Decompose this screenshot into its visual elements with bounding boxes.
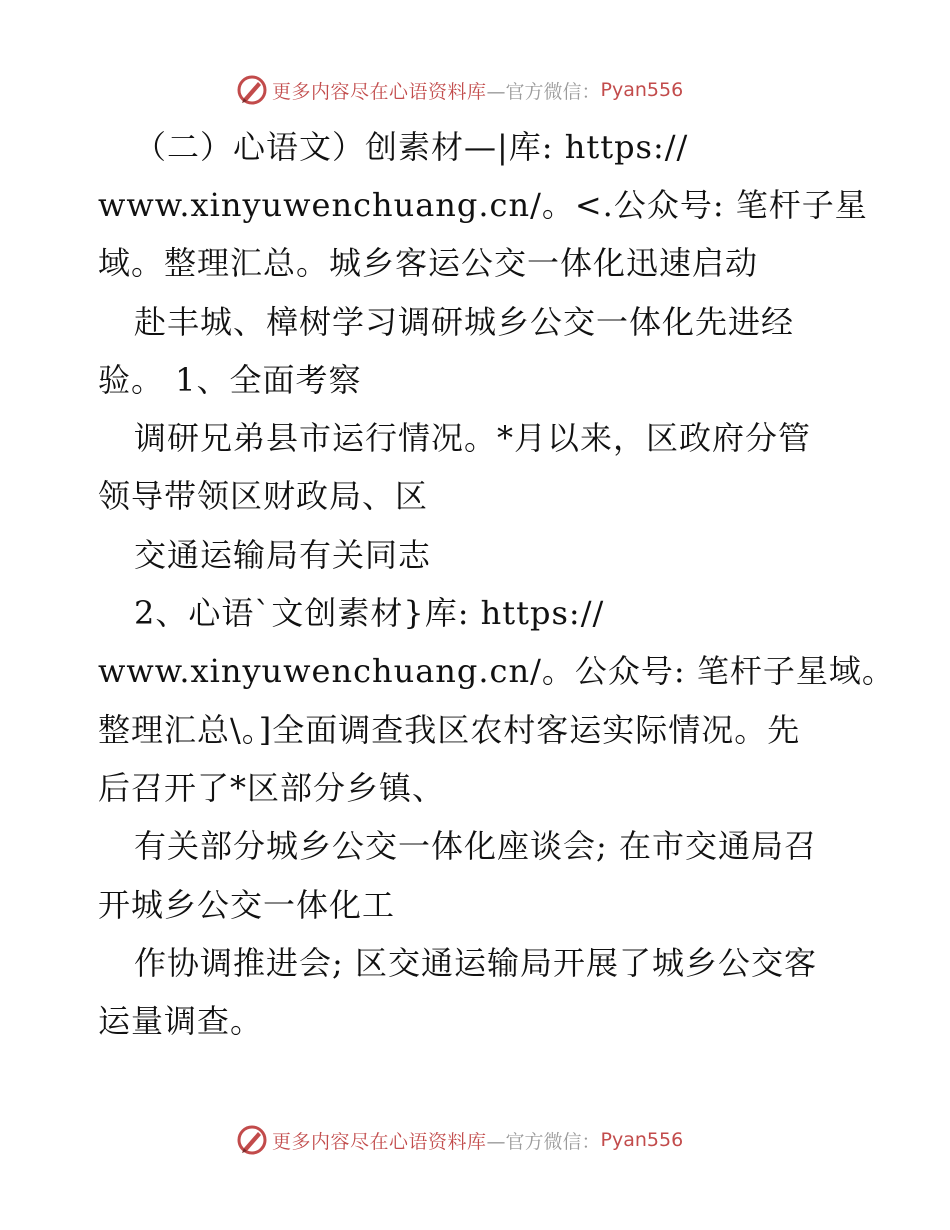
pen-logo-icon [236,74,268,106]
body-line: 领导带领区财政局、区 [98,477,429,515]
pen-logo-icon [236,1124,268,1156]
header-watermark [236,73,683,107]
watermark-wechat-id: Pyan556 [600,1129,684,1151]
body-line: 交通运输局有关同志 [134,536,432,574]
body-line: （二）心语文）创素材—|库: https:// [134,128,689,166]
watermark-wechat-id: Pyan556 [600,79,684,101]
watermark-text: 更多内容尽在心语资料库 [272,80,487,103]
body-line: 运量调查。 [98,1002,264,1040]
watermark-separator: —官方微信： [486,80,601,103]
body-line: 调研兄弟县市运行情况。*月以来，区政府分管 [134,419,812,457]
body-line: 有关部分城乡公交一体化座谈会; 在市交通局召 [134,827,817,865]
body-line: 后召开了*区部分乡镇、 [98,769,446,807]
body-line: 赴丰城、樟树学习调研城乡公交一体化先进经 [134,303,795,341]
watermark-text: 更多内容尽在心语资料库 [272,1130,487,1153]
body-line: 2、心语`文创素材}库: https:// [134,594,605,632]
body-line: www.xinyuwenchuang.cn/。公众号: 笔杆子星域。 [98,652,895,690]
body-line: 作协调推进会; 区交通运输局开展了城乡公交客 [134,944,817,982]
body-line: 开城乡公交一体化工 [98,886,396,924]
footer-watermark [236,1123,683,1157]
body-line: 整理汇总\。]全面调查我区农村客运实际情况。先 [98,711,801,749]
body-line: www.xinyuwenchuang.cn/。<.公众号: 笔杆子星 [98,186,868,224]
body-line: 验。 1、全面考察 [98,361,362,399]
watermark-separator: —官方微信： [486,1130,601,1153]
body-line: 域。整理汇总。城乡客运公交一体化迅速启动 [98,244,759,282]
